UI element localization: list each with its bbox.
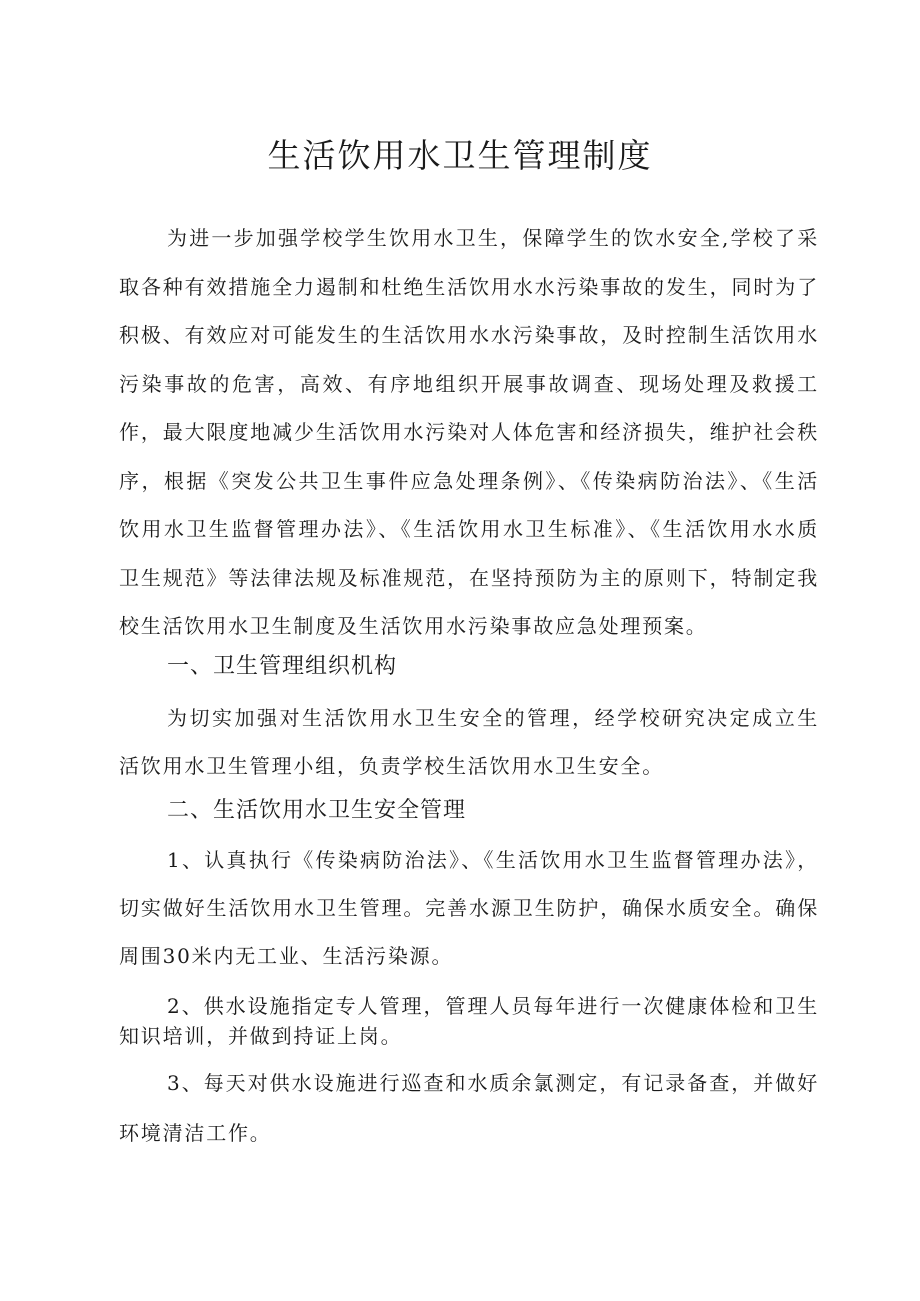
document-title: 生活饮用水卫生管理制度 — [267, 136, 653, 175]
section-heading-safety-management: 二、生活饮用水卫生安全管理 — [167, 798, 467, 823]
section-heading-organization: 一、卫生管理组织机构 — [167, 654, 398, 679]
list-item: 2、供水设施指定专人管理，管理人员每年进行一次健康体检和卫生知识培训，并做到持证上岗。 — [119, 994, 819, 1048]
list-item: 1、认真执行《传染病防治法》、《生活饮用水卫生监督管理办法》，切实做好生活饮用水卫生管理。完善水源卫生防护，确保水质安全。确保周围30米内无工业、生活污染源。 — [119, 848, 819, 968]
intro-paragraph: 为进一步加强学校学生饮用水卫生，保障学生的饮水安全,学校了采取各种有效措施全力遏制和杜绝生活饮用水水污染事故的发生，同时为了积极、有效应对可能发生的生活饮用水水污染事故，及时控制生活饮用水污染事故的危害，高效、有序地组织开展事故调查、现场处理及救援工作，最大限度地减少生活饮用水污染对人体危害和经济损失，维护社会秩序，根据《突发公共卫生事件应急处理条例》、《传染病防治法》、《生活饮用水卫生监督管理办法》、《生活饮用水卫生标准》、《生活饮用水水质卫生规范》等法律法规及标准规范，在坚持预防为主的原则下，特制定我校生活饮用水卫生制度及生活饮用水污染事故应急处理预案。 — [119, 226, 819, 638]
section-paragraph: 为切实加强对生活饮用水卫生安全的管理，经学校研究决定成立生活饮用水卫生管理小组，负责学校生活饮用水卫生安全。 — [119, 706, 819, 778]
list-item: 3、每天对供水设施进行巡查和水质余氯测定，有记录备查，并做好环境清洁工作。 — [119, 1071, 819, 1145]
